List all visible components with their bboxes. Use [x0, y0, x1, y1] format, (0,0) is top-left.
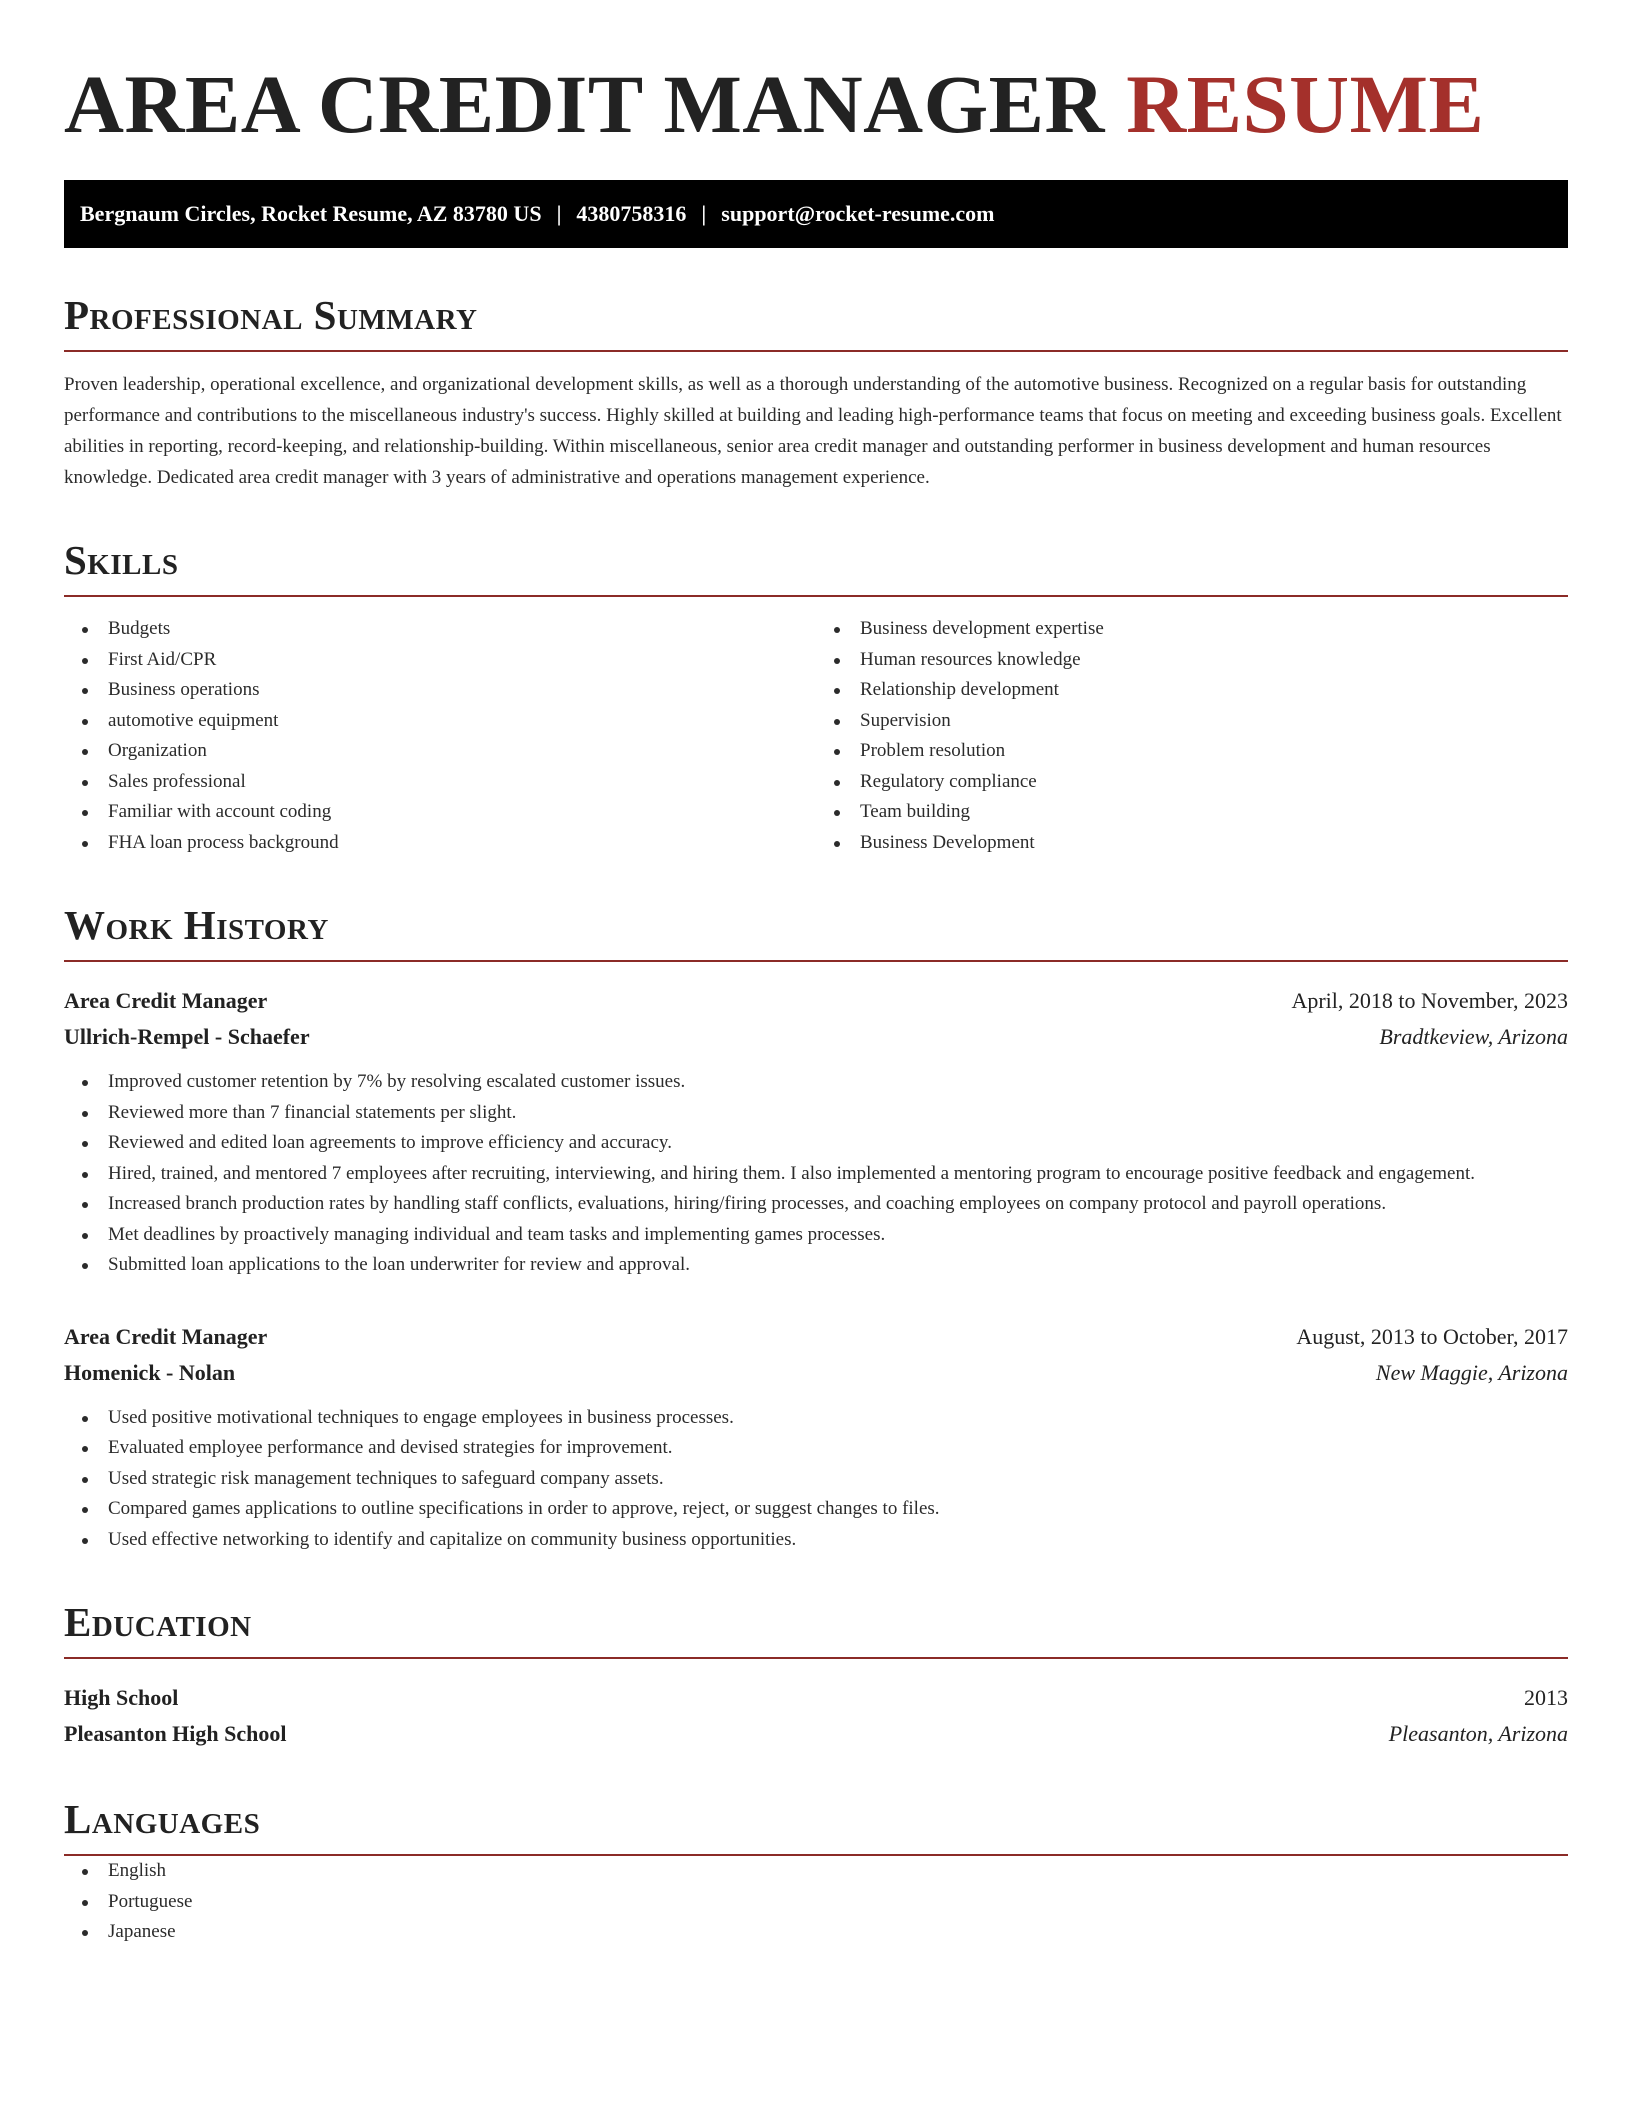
work-history-heading: Work History	[64, 902, 1568, 962]
skill-item: Organization	[64, 736, 816, 767]
job-duty: Hired, trained, and mentored 7 employees after recruiting, interviewing, and hiring them. I also implemented a mentoring program to encourage positive feedback and engagement.	[64, 1159, 1568, 1190]
job-location: Bradtkeview, Arizona	[1379, 1024, 1568, 1049]
contact-address: Bergnaum Circles, Rocket Resume, AZ 83780 US	[80, 201, 542, 226]
job-duty: Met deadlines by proactively managing individual and team tasks and implementing games processes.	[64, 1220, 1568, 1251]
skill-item: Budgets	[64, 614, 816, 645]
job-company: Ullrich-Rempel - Schaefer	[64, 1024, 310, 1049]
summary-text: Proven leadership, operational excellence, and organizational development skills, as well as a thorough understanding of the automotive business. Recognized on a regular basis for outstanding performance and contributions to the miscellaneous industry's success. Highly skilled at building and leading high-performance teams that focus on meeting and exceeding business goals. Excellent abilities in reporting, record-keeping, and relationship-building. Within miscellaneous, senior area credit manager and outstanding performer in business development and human resources knowledge. Dedicated area credit manager with 3 years of administrative and operations management experience.	[64, 374, 1562, 488]
skill-item: Human resources knowledge	[816, 645, 1568, 676]
language-item: English	[64, 1856, 1568, 1887]
language-item: Portuguese	[64, 1887, 1568, 1918]
job-company: Homenick - Nolan	[64, 1359, 236, 1385]
job-dates: August, 2013 to October, 2017	[1296, 1323, 1568, 1349]
job-duty: Used strategic risk management techniques to safeguard company assets.	[64, 1464, 1568, 1495]
education-degree: High School	[64, 1685, 179, 1710]
job-duty: Reviewed and edited loan agreements to improve efficiency and accuracy.	[64, 1128, 1568, 1159]
language-item: Japanese	[64, 1917, 1568, 1948]
title-main: AREA CREDIT MANAGER	[64, 58, 1105, 150]
job-duty: Reviewed more than 7 financial statements per slight.	[64, 1098, 1568, 1129]
skill-item: automotive equipment	[64, 706, 816, 737]
languages-list	[64, 1856, 1568, 1948]
job-duties-list	[64, 1067, 1568, 1281]
job-title-row	[64, 1319, 1568, 1355]
skills-list-left	[64, 614, 816, 858]
education-entry	[64, 1680, 1568, 1752]
job-duties-list	[64, 1403, 1568, 1556]
skill-item: Business development expertise	[816, 614, 1568, 645]
education-location: Pleasanton, Arizona	[1388, 1721, 1568, 1746]
education-school-row	[64, 1716, 1568, 1752]
job-title: Area Credit Manager	[64, 1323, 268, 1349]
skill-item: Supervision	[816, 706, 1568, 737]
education-year: 2013	[1524, 1685, 1568, 1710]
job-entry	[64, 983, 1568, 1281]
summary-section	[64, 292, 1568, 493]
languages-section	[64, 1796, 1568, 1948]
skills-section	[64, 537, 1568, 858]
skills-list-right	[816, 614, 1568, 858]
contact-bar	[64, 180, 1568, 248]
skill-item: FHA loan process background	[64, 828, 816, 859]
job-duty: Submitted loan applications to the loan underwriter for review and approval.	[64, 1250, 1568, 1281]
skill-item: Business Development	[816, 828, 1568, 859]
education-section	[64, 1599, 1568, 1752]
job-duty: Evaluated employee performance and devised strategies for improvement.	[64, 1433, 1568, 1464]
title-accent: RESUME	[1126, 58, 1485, 150]
skill-item: Regulatory compliance	[816, 767, 1568, 798]
contact-email: support@rocket-resume.com	[721, 201, 995, 226]
skill-item: Problem resolution	[816, 736, 1568, 767]
summary-heading: Professional Summary	[64, 292, 1568, 352]
job-company-row	[64, 1019, 1568, 1055]
job-dates: April, 2018 to November, 2023	[1291, 988, 1568, 1013]
skill-item: Relationship development	[816, 675, 1568, 706]
education-school: Pleasanton High School	[64, 1721, 287, 1746]
skill-item: First Aid/CPR	[64, 645, 816, 676]
skill-item: Familiar with account coding	[64, 797, 816, 828]
education-degree-row	[64, 1680, 1568, 1716]
resume-title	[64, 58, 1568, 150]
contact-separator: |	[701, 201, 707, 226]
job-title: Area Credit Manager	[64, 988, 268, 1013]
contact-separator: |	[556, 201, 562, 226]
skills-columns	[64, 614, 1568, 858]
education-heading: Education	[64, 1599, 1568, 1659]
skill-item: Business operations	[64, 675, 816, 706]
languages-heading: Languages	[64, 1796, 1568, 1856]
work-history-section	[64, 902, 1568, 1555]
job-duty: Used effective networking to identify and capitalize on community business opportunities.	[64, 1525, 1568, 1556]
job-entry	[64, 1319, 1568, 1556]
job-location: New Maggie, Arizona	[1375, 1359, 1568, 1385]
skills-heading: Skills	[64, 537, 1568, 597]
job-duty: Used positive motivational techniques to engage employees in business processes.	[64, 1403, 1568, 1434]
job-title-row	[64, 983, 1568, 1019]
job-duty: Improved customer retention by 7% by resolving escalated customer issues.	[64, 1067, 1568, 1098]
job-company-row	[64, 1355, 1568, 1391]
contact-phone: 4380758316	[576, 201, 687, 226]
job-duty: Compared games applications to outline specifications in order to approve, reject, or suggest changes to files.	[64, 1494, 1568, 1525]
skill-item: Sales professional	[64, 767, 816, 798]
skill-item: Team building	[816, 797, 1568, 828]
job-duty: Increased branch production rates by handling staff conflicts, evaluations, hiring/firing processes, and coaching employees on company protocol and payroll operations.	[64, 1189, 1568, 1220]
